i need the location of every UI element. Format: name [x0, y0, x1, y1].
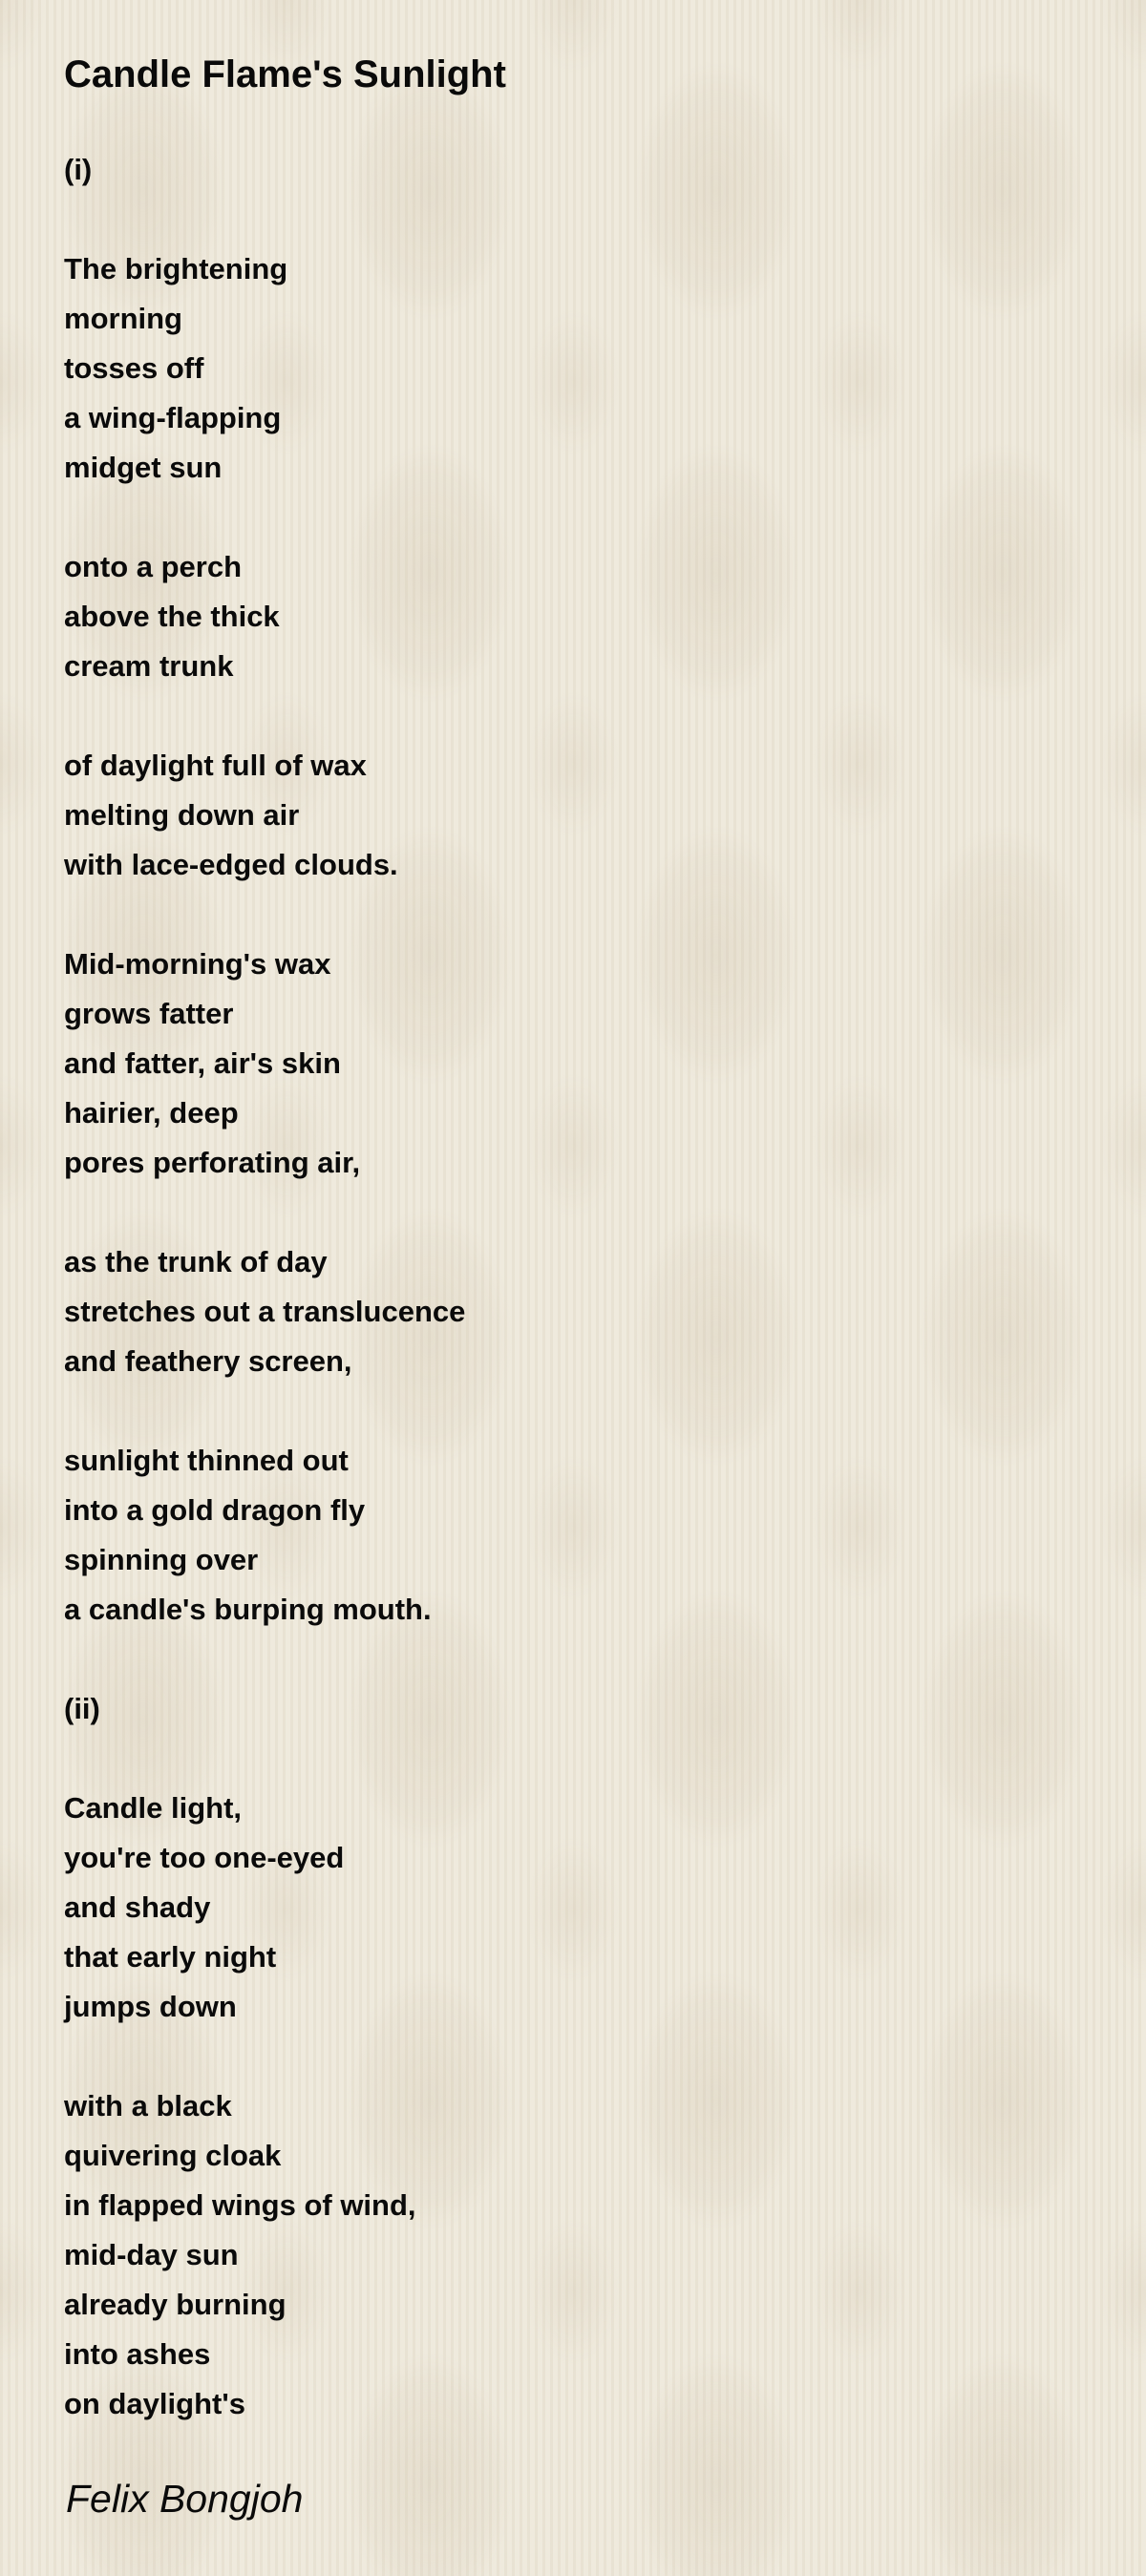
poem-line: morning: [64, 302, 182, 335]
stanza-break: [64, 1734, 1095, 1784]
poem-line: into a gold dragon fly: [64, 1493, 366, 1527]
poem-line: tosses off: [64, 351, 204, 385]
poem-body: [64, 145, 1095, 2429]
poem-line: and shady: [64, 1890, 211, 1924]
poem-line: The brightening: [64, 252, 288, 285]
poem-line: midget sun: [64, 451, 223, 484]
stanza-break: [64, 2032, 1095, 2081]
stanza-break: [64, 1635, 1095, 1684]
stanza-break: [64, 493, 1095, 542]
poem-line: Mid-morning's wax: [64, 947, 331, 981]
poem-line: above the thick: [64, 600, 280, 633]
poem-line: you're too one-eyed: [64, 1841, 345, 1874]
poem-line: (ii): [64, 1692, 100, 1725]
poem-author: Felix Bongjoh: [66, 2477, 304, 2521]
poem-line: (i): [64, 153, 93, 186]
stanza-break: [64, 1386, 1095, 1436]
poem-line: that early night: [64, 1940, 277, 1974]
poem-line: of daylight full of wax: [64, 749, 367, 782]
stanza-break: [64, 195, 1095, 244]
poem-line: Candle light,: [64, 1791, 242, 1825]
poem-line: already burning: [64, 2288, 286, 2321]
poem-line: stretches out a translucence: [64, 1295, 466, 1328]
poem-line: grows fatter: [64, 997, 234, 1030]
poem-line: and fatter, air's skin: [64, 1046, 341, 1080]
poem-line: pores perforating air,: [64, 1146, 361, 1179]
stanza-break: [64, 691, 1095, 741]
poem-line: quivering cloak: [64, 2139, 282, 2172]
poem-line: a wing-flapping: [64, 401, 282, 434]
poem-line: hairier, deep: [64, 1096, 239, 1130]
poem-line: cream trunk: [64, 649, 234, 683]
poem-title: Candle Flame's Sunlight: [64, 53, 506, 95]
poem-line: in flapped wings of wind,: [64, 2188, 416, 2222]
poem-line: as the trunk of day: [64, 1245, 328, 1278]
poem-line: and feathery screen,: [64, 1344, 352, 1378]
poem-line: with lace-edged clouds.: [64, 848, 398, 881]
stanza-break: [64, 1188, 1095, 1237]
poem-line: into ashes: [64, 2337, 211, 2371]
poem-line: sunlight thinned out: [64, 1444, 349, 1477]
poem-line: with a black: [64, 2089, 232, 2122]
poem-line: mid-day sun: [64, 2238, 239, 2271]
poem-line: melting down air: [64, 798, 300, 832]
poem-line: spinning over: [64, 1543, 259, 1576]
stanza-break: [64, 890, 1095, 940]
poem-line: onto a perch: [64, 550, 243, 583]
poem-page: [64, 46, 1095, 2429]
poem-line: on daylight's: [64, 2387, 245, 2420]
poem-line: a candle's burping mouth.: [64, 1593, 432, 1626]
poem-line: jumps down: [64, 1990, 237, 2023]
